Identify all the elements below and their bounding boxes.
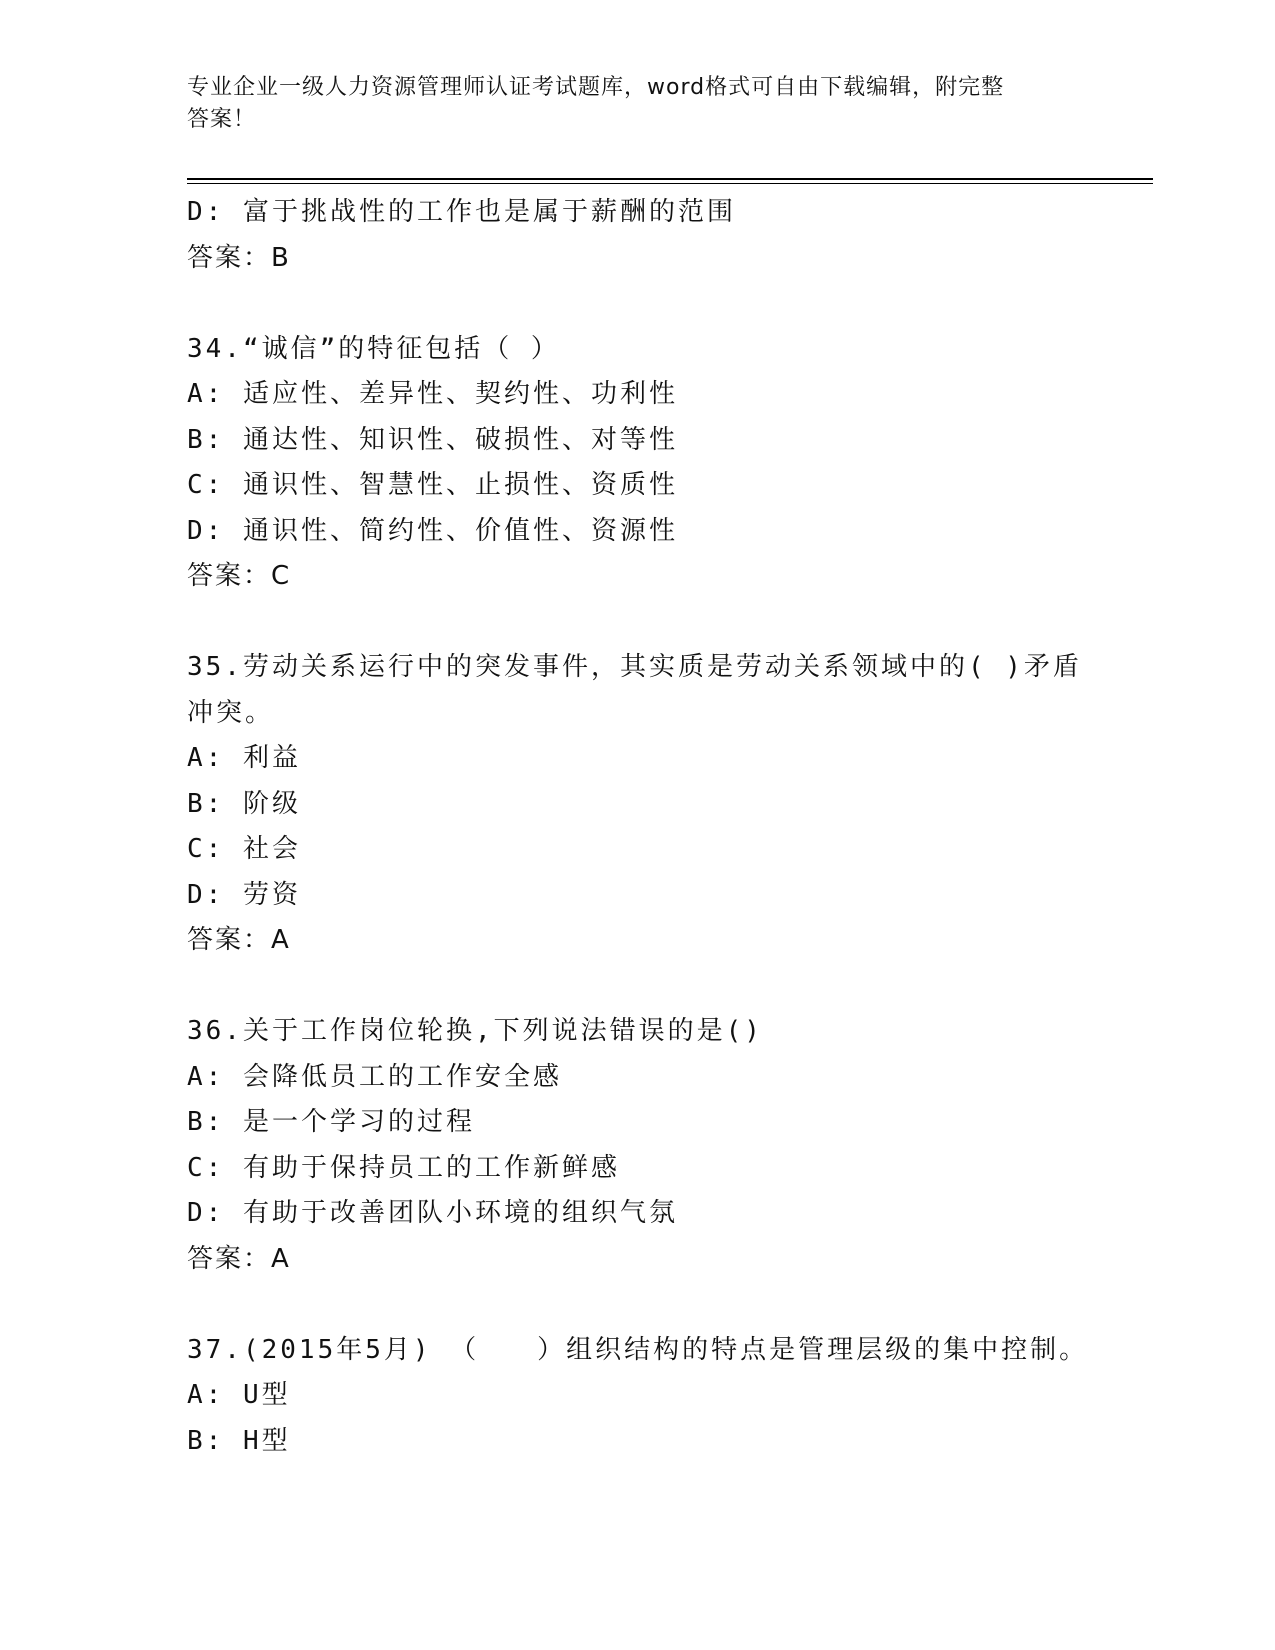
- q34-option-b: B: 通达性、知识性、破损性、对等性: [187, 424, 678, 455]
- q34-option-d: D: 通识性、简约性、价值性、资源性: [187, 515, 678, 546]
- spacer: [187, 1282, 1087, 1328]
- spacer: [187, 600, 1087, 646]
- q36-option-a: A: 会降低员工的工作安全感: [187, 1061, 562, 1092]
- header-line-1: 专业企业一级人力资源管理师认证考试题库，word格式可自由下载编辑，附完整: [187, 75, 1005, 100]
- q36-answer: 答案：A: [187, 1243, 291, 1274]
- q36-option-d: D: 有助于改善团队小环境的组织气氛: [187, 1198, 678, 1228]
- spacer: [187, 964, 1087, 1010]
- q35-option-d: D: 劳资: [187, 879, 301, 910]
- q33-option-d: D: 富于挑战性的工作也是属于薪酬的范围: [187, 197, 736, 227]
- header-divider-thin: [187, 183, 1153, 184]
- q35-option-a: A: 利益: [187, 743, 301, 773]
- question-list: [187, 190, 1087, 1464]
- q33-answer: 答案：B: [187, 242, 291, 273]
- spacer: [187, 281, 1087, 327]
- document-header: [187, 72, 1067, 136]
- q35-answer: 答案：A: [187, 925, 291, 955]
- header-line-2: 答案！: [187, 107, 257, 132]
- q35-option-c: C: 社会: [187, 834, 301, 864]
- q34-option-c: C: 通识性、智慧性、止损性、资质性: [187, 470, 678, 500]
- q37-option-a: A: U型: [187, 1380, 291, 1410]
- q37-option-b: B: H型: [187, 1425, 291, 1456]
- q34-stem: 34.“诚信”的特征包括（ ）: [187, 333, 560, 364]
- q35-stem-line-1: 35.劳动关系运行中的突发事件，其实质是劳动关系领域中的( )矛盾: [187, 652, 1082, 682]
- q36-option-c: C: 有助于保持员工的工作新鲜感: [187, 1152, 620, 1183]
- header-divider-thick: [187, 178, 1153, 180]
- q35-stem-line-2: 冲突。: [187, 697, 275, 728]
- q34-option-a: A: 适应性、差异性、契约性、功利性: [187, 379, 678, 409]
- q36-option-b: B: 是一个学习的过程: [187, 1107, 475, 1137]
- q37-stem: 37.(2015年5月) （ ）组织结构的特点是管理层级的集中控制。: [187, 1334, 1089, 1365]
- q34-answer: 答案：C: [187, 561, 292, 591]
- q36-stem: 36.关于工作岗位轮换,下列说法错误的是(): [187, 1016, 763, 1046]
- q35-option-b: B: 阶级: [187, 788, 301, 819]
